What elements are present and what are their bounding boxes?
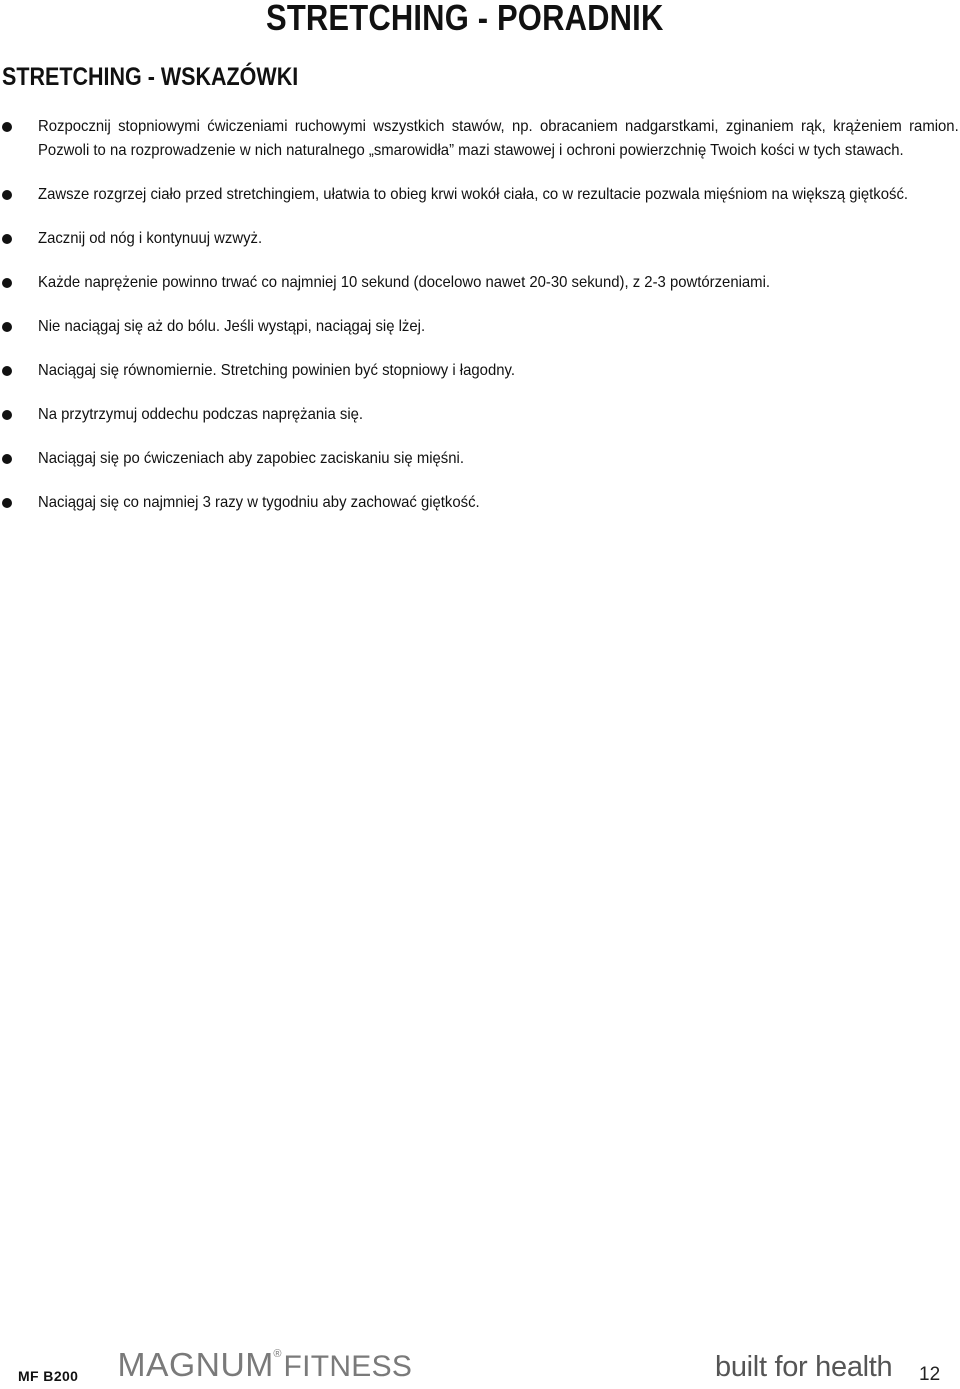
- list-item-text: Zacznij od nóg i kontynuuj wzwyż.: [38, 230, 263, 247]
- bullet-icon: [2, 234, 12, 244]
- list-item-text: Rozpocznij stopniowymi ćwiczeniami ruchowymi wszystkich stawów, np. obracaniem nadgarstkami, zginaniem rąk, krążeniem ramion. Pozwoli to na rozprowadzenie w nich naturalnego „smarowidła” mazi stawowej i ochroni powierzchnię Twoich kości w tych stawach.: [38, 118, 959, 159]
- bullet-icon: [2, 278, 12, 288]
- list-item: [0, 183, 956, 207]
- tips-list: [0, 115, 960, 535]
- brand-logo-magnum: MAGNUM: [117, 1346, 274, 1383]
- list-item-text: Zawsze rozgrzej ciało przed stretchingiem, ułatwia to obieg krwi wokół ciała, co w rezultacie pozwala mięśniom na większą giętkość.: [38, 186, 909, 203]
- bullet-icon: [2, 498, 12, 508]
- brand-tagline: built for health: [715, 1351, 893, 1383]
- model-label: MF B200: [18, 1368, 79, 1384]
- list-item: [0, 115, 959, 163]
- bullet-icon: [2, 322, 12, 332]
- list-item-text: Każde naprężenie powinno trwać co najmniej 10 sekund (docelowo nawet 20-30 sekund), z 2-3 powtórzeniami.: [38, 274, 771, 291]
- bullet-icon: [2, 190, 12, 200]
- list-item-text: Nie naciągaj się aż do bólu. Jeśli wystąpi, naciągaj się lżej.: [38, 318, 426, 335]
- page-number: 12: [919, 1364, 941, 1385]
- list-item: [0, 315, 956, 339]
- list-item: [0, 227, 956, 251]
- page-title: STRETCHING - PORADNIK: [266, 0, 664, 38]
- bullet-icon: [2, 122, 12, 132]
- list-item: [0, 447, 956, 471]
- bullet-icon: [2, 454, 12, 464]
- list-item-text: Naciągaj się co najmniej 3 razy w tygodniu aby zachować giętkość.: [38, 494, 480, 511]
- registered-mark: ®: [273, 1348, 282, 1360]
- list-item: [0, 359, 956, 383]
- bullet-icon: [2, 366, 12, 376]
- list-item-text: Naciągaj się po ćwiczeniach aby zapobiec zaciskaniu się mięśni.: [38, 450, 464, 467]
- brand-logo: [119, 1346, 412, 1382]
- list-item: [0, 403, 956, 427]
- list-item-text: Na przytrzymuj oddechu podczas naprężania się.: [38, 406, 364, 423]
- list-item: [0, 491, 956, 515]
- section-title: STRETCHING - WSKAZÓWKI: [2, 63, 299, 91]
- brand-logo-fitness: FITNESS: [283, 1350, 413, 1383]
- bullet-icon: [2, 410, 12, 420]
- list-item: [0, 271, 956, 295]
- page-footer: [0, 1340, 960, 1389]
- list-item-text: Naciągaj się równomiernie. Stretching powinien być stopniowy i łagodny.: [38, 362, 515, 379]
